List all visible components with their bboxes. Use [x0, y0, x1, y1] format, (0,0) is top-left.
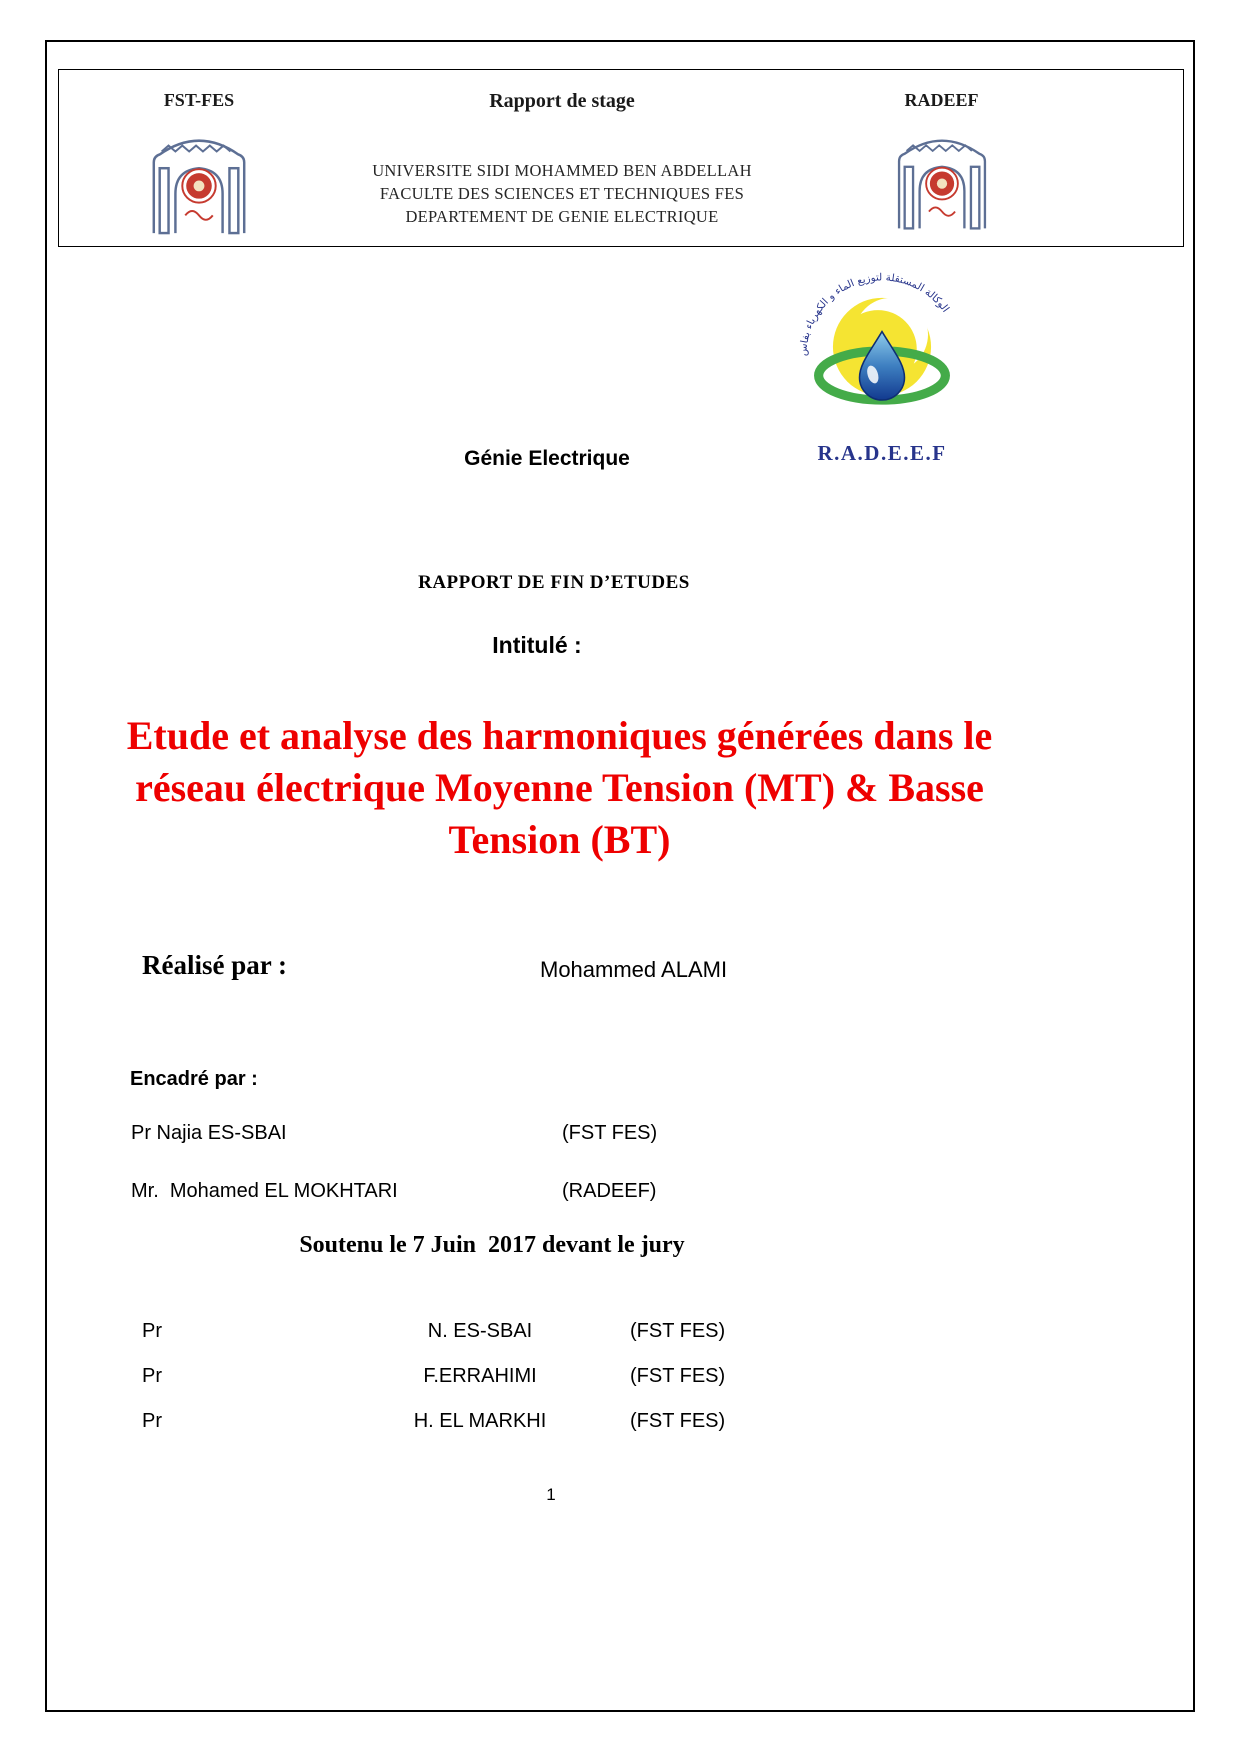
header-box: [58, 69, 1184, 247]
jury-row: [47, 1365, 1193, 1393]
header-right-column: [859, 90, 1024, 238]
jury-title: Pr: [142, 1320, 162, 1342]
report-title-line: Tension (BT): [448, 817, 671, 862]
author-name: Mohammed ALAMI: [540, 957, 728, 982]
report-title-line: réseau électrique Moyenne Tension (MT) & Basse: [135, 765, 984, 810]
jury-title: Pr: [142, 1410, 162, 1432]
encadre-label: Encadré par :: [130, 1068, 258, 1090]
jury-name: N. ES-SBAI: [427, 1320, 533, 1342]
intitule-label: Intitulé :: [492, 632, 582, 658]
report-title-line: Etude et analyse des harmoniques générées dans le: [126, 713, 993, 758]
radeef-arch-logo-icon: [886, 123, 998, 233]
university-line: UNIVERSITE SIDI MOHAMMED BEN ABDELLAH: [372, 161, 752, 180]
supervisor-name: Mr. Mohamed EL MOKHTARI: [131, 1180, 398, 1202]
university-line: FACULTE DES SCIENCES ET TECHNIQUES FES: [379, 184, 745, 203]
defense-line: Soutenu le 7 Juin 2017 devant le jury: [299, 1232, 685, 1258]
university-line: DEPARTEMENT DE GENIE ELECTRIQUE: [405, 207, 719, 226]
jury-title: Pr: [142, 1365, 162, 1387]
radeef-label: RADEEF: [904, 90, 979, 110]
jury-row: [47, 1410, 1193, 1438]
supervisor-affiliation: (FST FES): [562, 1122, 658, 1144]
jury-affiliation: (FST FES): [630, 1320, 726, 1342]
svg-text:الوكالة المستقلة لتوزيع الماء: الوكالة المستقلة لتوزيع الماء و الكهرباء بفاس: [798, 272, 951, 357]
fst-logo-icon: [140, 123, 258, 237]
page-number: 1: [546, 1485, 556, 1504]
jury-name: F.ERRAHIMI: [423, 1365, 537, 1387]
radeef-logo-text: R.A.D.E.E.F: [817, 441, 947, 465]
radeef-logo-block: [787, 270, 977, 466]
page-border: [45, 40, 1195, 1712]
jury-row: [47, 1320, 1193, 1348]
jury-affiliation: (FST FES): [630, 1365, 726, 1387]
header-center-column: [252, 90, 872, 228]
program-name: Génie Electrique: [464, 447, 630, 470]
supervisor-name: Pr Najia ES-SBAI: [131, 1122, 287, 1144]
report-title: [67, 710, 1052, 866]
jury-affiliation: (FST FES): [630, 1410, 726, 1432]
supervisor-affiliation: (RADEEF): [562, 1180, 657, 1202]
report-type: RAPPORT DE FIN D’ETUDES: [418, 572, 690, 593]
jury-name: H. EL MARKHI: [413, 1410, 547, 1432]
header-title: Rapport de stage: [489, 90, 635, 112]
realise-label: Réalisé par :: [142, 950, 287, 980]
fst-label: FST-FES: [163, 90, 235, 110]
supervisor-row: [47, 1180, 1193, 1208]
supervisor-row: [47, 1122, 1193, 1150]
radeef-drop-logo-icon: [790, 270, 974, 434]
university-lines: [252, 159, 872, 228]
